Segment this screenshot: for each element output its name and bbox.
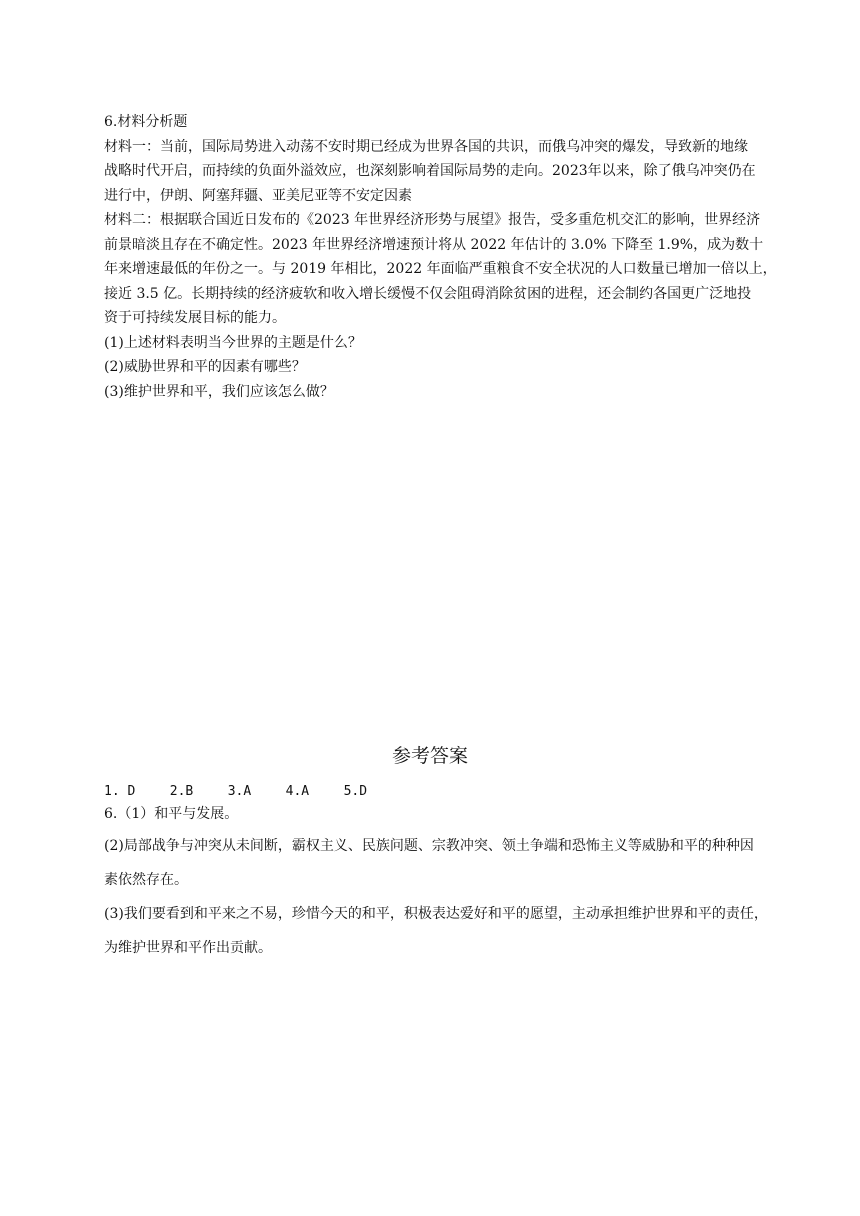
material-two: [104, 208, 784, 331]
answers-title: 参考答案: [391, 745, 468, 767]
q6-answer-part2: [104, 829, 784, 897]
material-line: 资于可持续发展目标的能力。: [104, 310, 286, 326]
answers-section: [104, 780, 784, 965]
answer-line: 为维护世界和平作出贡献。: [104, 940, 272, 956]
sub-questions: [104, 331, 784, 405]
material-line: 材料一：当前，国际局势进入动荡不安时期已经成为世界各国的共识，而俄乌冲突的爆发，导致新的地缘: [104, 138, 748, 155]
multiple-choice-answers: [104, 780, 784, 803]
mc-answer: 1. D: [104, 784, 136, 799]
material-line: 材料二：根据联合国近日发布的《2023 年世界经济形势与展望》报告，受多重危机交汇的影响，世界经济: [104, 212, 761, 228]
material-line: 前景暗淡且存在不确定性。2023 年世界经济增速预计将从 2022 年估计的 3.0% 下降至 1.9%，成为数十: [104, 236, 764, 253]
sub-question-2: (2)威胁世界和平的因素有哪些？: [104, 359, 306, 375]
material-line: 接近 3.5 亿。长期持续的经济疲软和收入增长缓慢不仅会阻碍消除贫困的进程，还会制约各国更广泛地投: [104, 285, 752, 302]
mc-answer: 5.D: [343, 784, 368, 799]
answer-line: (3)我们要看到和平来之不易，珍惜今天的和平，积极表达爱好和平的愿望，主动承担维护世界和平的责任，: [104, 906, 768, 922]
material-line: 进行中，伊朗、阿塞拜疆、亚美尼亚等不安定因素: [104, 187, 412, 204]
material-line: 战略时代开启，而持续的负面外溢效应，也深刻影响着国际局势的走向。2023年以来，除了俄乌冲突仍在: [104, 163, 756, 179]
sub-question-1: (1)上述材料表明当今世界的主题是什么？: [104, 334, 362, 351]
question-heading: 6.材料分析题: [104, 114, 188, 130]
answer-line: (2)局部战争与冲突从未间断，霸权主义、民族问题、宗教冲突、领土争端和恐怖主义等威胁和平的种种因: [104, 838, 754, 854]
material-line: 年来增速最低的年份之一。与 2019 年相比，2022 年面临严重粮食不安全状况的人口数量已增加一倍以上，: [104, 261, 777, 277]
answer-line: 素依然存在。: [104, 872, 188, 888]
q6-answer-part1: 6.（1）和平与发展。: [104, 806, 239, 822]
question-section: [104, 110, 784, 404]
q6-answer-part3: [104, 897, 784, 965]
mc-answer: 4.A: [285, 784, 310, 799]
sub-question-3: (3)维护世界和平，我们应该怎么做？: [104, 383, 334, 400]
material-one: [104, 135, 784, 209]
mc-answer: 2.B: [169, 784, 194, 799]
mc-answer: 3.A: [227, 784, 252, 799]
